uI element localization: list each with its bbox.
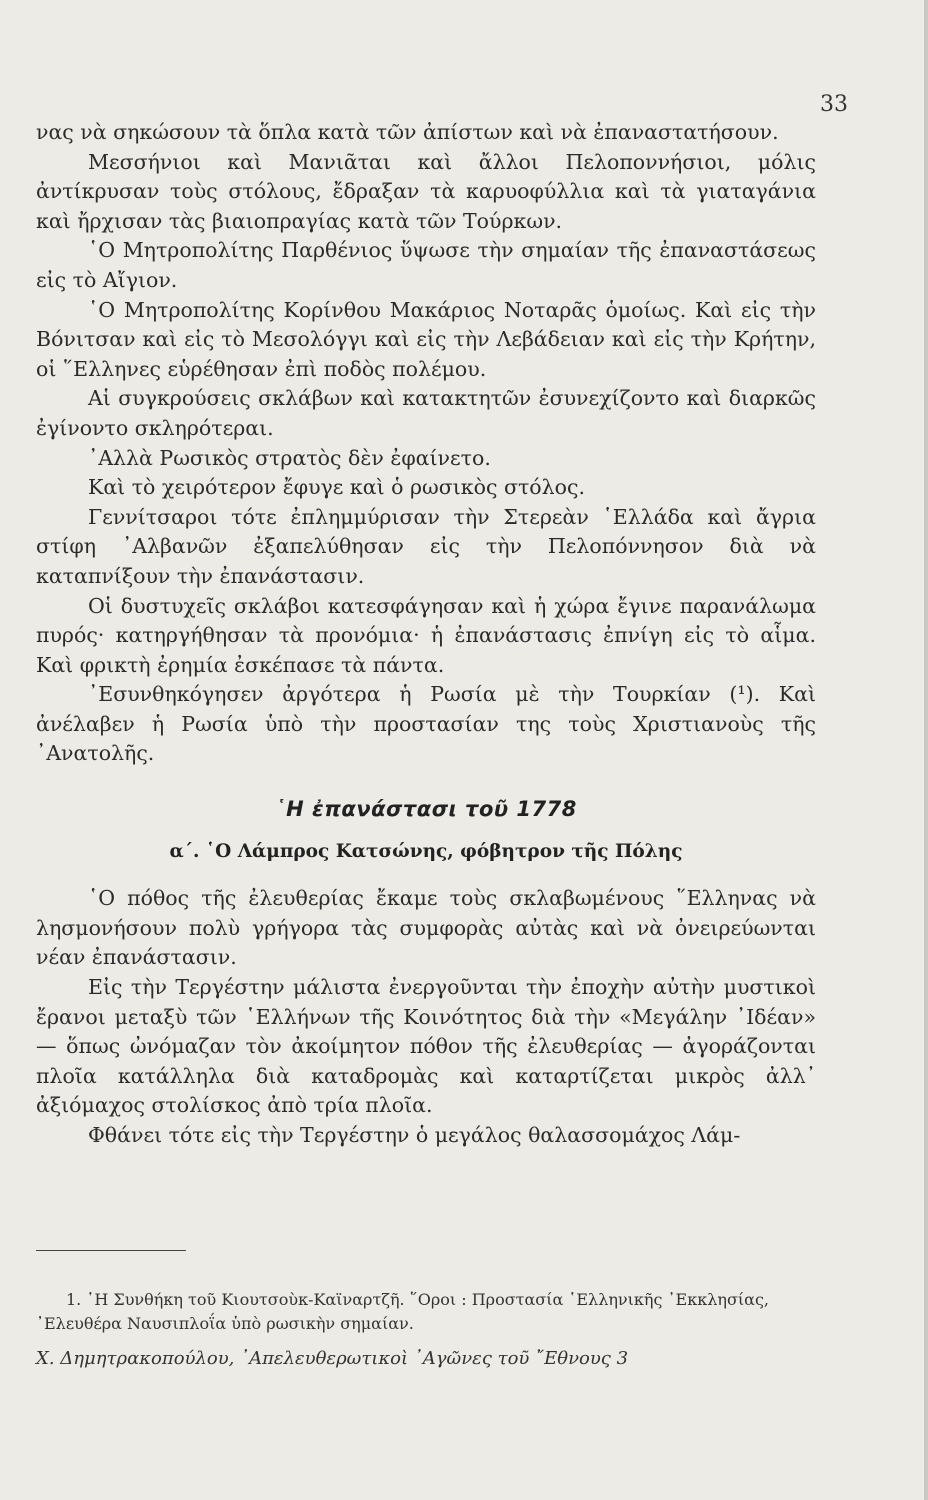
footnote — [36, 1288, 816, 1336]
section-title: ῾Η ἐπανάστασι τοῦ 1778 — [275, 797, 577, 822]
paragraph: ᾿Αλλὰ Ρωσικὸς στρατὸς δὲν ἐφαίνετο. — [88, 445, 491, 470]
paragraph: ῾Ο Μητροπολίτης Κορίνθου Μακάριος Νοταρᾶς ὁμοίως. Καὶ εἰς τὴν Βόνιτσαν καὶ εἰς τὸ Μεσολόγγι καὶ εἰς τὴν Λεβάδειαν καὶ εἰς τὴν Κρήτην, οἱ ῞Ελληνες εὑρέθησαν ἐπὶ ποδὸς πολέμου. — [36, 297, 816, 381]
page-number: 33 — [820, 92, 848, 117]
paragraph: Αἱ συγκρούσεις σκλάβων καὶ κατακτητῶν ἐσυνεχίζοντο καὶ διαρκῶς ἐγίνοντο σκληρότεραι. — [36, 386, 816, 440]
paragraph: Οἱ δυστυχεῖς σκλάβοι κατεσφάγησαν καὶ ἡ χώρα ἔγινε παρανάλωμα πυρός· κατηργήθησαν τὰ προνόμια· ἡ ἐπανάστασις ἐπνίγη εἰς τὸ αἷμα. Καὶ φρικτὴ ἐρημία ἐσκέπασε τὰ πάντα. — [36, 593, 816, 677]
paragraph: ᾿Εσυνθηκόγησεν ἀργότερα ἡ Ρωσία μὲ τὴν Τουρκίαν (¹). Καὶ ἀνέλαβεν ἡ Ρωσία ὑπὸ τὴν προστασίαν της τοὺς Χριστιανοὺς τῆς ᾿Ανατολῆς. — [36, 682, 816, 766]
paragraph: Γεννίτσαροι τότε ἐπλημμύρισαν τὴν Στερεὰν ῾Ελλάδα καὶ ἄγρια στίφη ᾿Αλβανῶν ἐξαπελύθησαν εἰς τὴν Πελοπόννησον διὰ νὰ καταπνίξουν τὴν ἐπανάστασιν. — [36, 504, 816, 588]
paragraph: Καὶ τὸ χειρότερον ἔφυγε καὶ ὁ ρωσικὸς στόλος. — [88, 475, 585, 500]
paragraph: ῾Ο Μητροπολίτης Παρθένιος ὕψωσε τὴν σημαίαν τῆς ἐπαναστάσεως εἰς τὸ Αἴγιον. — [36, 238, 816, 292]
footnote-text: 1. ῾Η Συνθήκη τοῦ Κιουτσοὺκ-Καϊναρτζῆ. ῞Οροι : Προστασία ῾Ελληνικῆς ᾿Εκκλησίας, ᾿Ελευθέρα Ναυσιπλοΐα ὑπὸ ρωσικὴν σημαίαν. — [36, 1290, 769, 1333]
subsection-title: α΄. ῾Ο Λάμπρος Κατσώνης, φόβητρον τῆς Πόλης — [169, 840, 683, 862]
paragraph: Μεσσήνιοι καὶ Μανιᾶται καὶ ἄλλοι Πελοποννήσιοι, μόλις ἀντίκρυσαν τοὺς στόλους, ἔδραξαν τὰ καρυοφύλλια καὶ τὰ γιαταγάνια καὶ ἤρχισαν τὰς βιαιοπραγίας κατὰ τῶν Τούρκων. — [36, 149, 816, 233]
footnote-divider — [36, 1250, 186, 1251]
paragraph: Φθάνει τότε εἰς τὴν Τεργέστην ὁ μεγάλος θαλασσομάχος Λάμ- — [88, 1123, 741, 1147]
page-edge — [924, 0, 928, 1500]
signature-line: Χ. Δημητρακοπούλου, ᾿Απελευθερωτικοὶ ᾿Αγῶνες τοῦ ῎Εθνους 3 — [36, 1348, 629, 1369]
body-text — [36, 118, 816, 1151]
paragraph: Εἰς τὴν Τεργέστην μάλιστα ἐνεργοῦνται τὴν ἐποχὴν αὐτὴν μυστικοὶ ἔρανοι μεταξὺ τῶν ῾Ελλήνων τῆς Κοινότητος διὰ τὴν «Μεγάλην ᾿Ιδέαν» — ὅπως ὠνόμαζαν τὸν ἀκοίμητον πόθον τῆς ἐλευθερίας — ἀγοράζονται πλοῖα κατάλληλα διὰ καταδρομὰς καὶ καταρτίζεται μικρὸς ἀλλ᾿ ἀξιόμαχος στολίσκος ἀπὸ τρία πλοῖα. — [36, 975, 816, 1118]
paragraph: ῾Ο πόθος τῆς ἐλευθερίας ἔκαμε τοὺς σκλαβωμένους ῞Ελληνας νὰ λησμονήσουν πολὺ γρήγορα τὰς συμφορὰς αὐτὰς καὶ νὰ ὀνειρεύωνται νέαν ἐπανάστασιν. — [36, 886, 816, 970]
paragraph: νας νὰ σηκώσουν τὰ ὅπλα κατὰ τῶν ἀπίστων καὶ νὰ ἐπαναστατήσουν. — [36, 120, 779, 144]
